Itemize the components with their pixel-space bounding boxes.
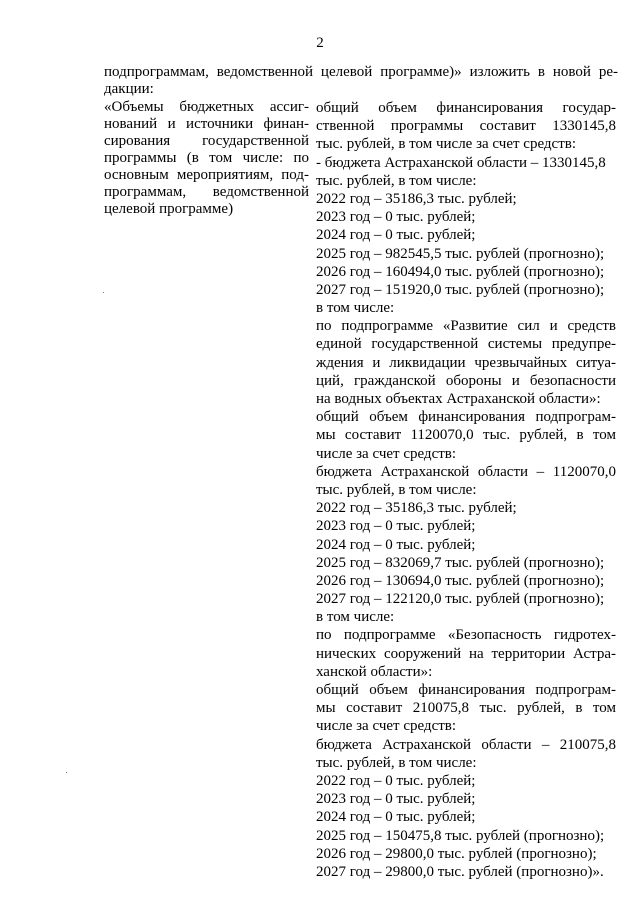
left-line: целевой программе) — [104, 201, 234, 217]
right-line: 2025 год – 982545,5 тыс. рублей (прогнозно); — [316, 245, 605, 262]
left-line: «Объемы бюджетных ассиг- — [104, 99, 309, 115]
right-line: 2024 год – 0 тыс. рублей; — [316, 809, 476, 826]
left-line: нований и источники финан- — [104, 116, 309, 132]
right-line: в том числе: — [316, 300, 395, 317]
right-line: 2027 год – 29800,0 тыс. рублей (прогнозно)». — [316, 863, 604, 880]
right-line: 2026 год – 130694,0 тыс. рублей (прогнозно); — [316, 572, 605, 589]
left-line: сирования государственной — [104, 133, 309, 149]
right-line: бюджета Астраханской области – 210075,8 — [316, 736, 616, 753]
right-line: числе за счет средств: — [316, 445, 457, 462]
right-line: 2024 год – 0 тыс. рублей; — [316, 227, 476, 244]
right-line: 2022 год – 0 тыс. рублей; — [316, 772, 476, 789]
right-line: - бюджета Астраханской области – 1330145,8 — [316, 154, 606, 171]
right-line: ханской области»: — [316, 663, 433, 680]
scan-speck — [66, 772, 67, 773]
right-line: числе за счет средств: — [316, 718, 457, 735]
right-line: 2027 год – 151920,0 тыс. рублей (прогнозно); — [316, 281, 605, 298]
right-line: тыс. рублей, в том числе: — [316, 481, 477, 498]
right-line: 2026 год – 160494,0 тыс. рублей (прогнозно); — [316, 263, 605, 280]
right-line: общий объем финансирования подпрограм- — [316, 409, 616, 426]
right-line: тыс. рублей, в том числе: — [316, 754, 477, 771]
left-line: программы (в том числе: по — [104, 150, 309, 166]
right-line: по подпрограмме «Безопасность гидротех- — [316, 627, 616, 644]
right-line: нических сооружений на территории Астра- — [316, 645, 616, 662]
right-line: общий объем финансирования подпрограм- — [316, 682, 616, 698]
right-line: тыс. рублей, в том числе за счет средств: — [316, 136, 577, 153]
right-line: 2022 год – 35186,3 тыс. рублей; — [316, 500, 517, 517]
right-line: единой государственной системы предупре- — [316, 336, 616, 353]
right-line: в том числе: — [316, 609, 395, 626]
right-line: 2025 год – 832069,7 тыс. рублей (прогнозно); — [316, 554, 605, 571]
left-line: основным мероприятиям, под- — [104, 167, 309, 183]
intro-line: дакции: — [104, 81, 154, 97]
right-line: тыс. рублей, в том числе: — [316, 172, 477, 189]
intro-paragraph — [104, 64, 618, 98]
right-line: общий объем финансирования государ- — [316, 100, 616, 116]
right-line: ственной программы составит 1330145,8 — [316, 118, 616, 135]
right-line: 2023 год – 0 тыс. рублей; — [316, 791, 476, 808]
right-line: по подпрограмме «Развитие сил и средств — [316, 318, 616, 335]
right-line: 2022 год – 35186,3 тыс. рублей; — [316, 190, 517, 207]
right-line: на водных объектах Астраханской области»: — [316, 391, 601, 407]
right-line: 2024 год – 0 тыс. рублей; — [316, 536, 476, 553]
table-left-cell-heading — [104, 99, 309, 218]
page-number: 2 — [316, 35, 324, 51]
right-line: 2023 год – 0 тыс. рублей; — [316, 209, 476, 226]
right-line: бюджета Астраханской области – 1120070,0 — [316, 463, 616, 480]
scan-speck — [103, 292, 104, 293]
right-line: 2023 год – 0 тыс. рублей; — [316, 518, 476, 535]
right-line: ждения и ликвидации чрезвычайных ситуа- — [316, 354, 616, 371]
right-line: мы составит 1120070,0 тыс. рублей, в том — [316, 427, 616, 444]
intro-line: подпрограммам, ведомственной целевой программе)» изложить в новой ре- — [104, 64, 618, 80]
right-line: ций, гражданской обороны и безопасности — [316, 372, 616, 389]
right-line: 2027 год – 122120,0 тыс. рублей (прогнозно); — [316, 591, 605, 608]
table-right-cell-financing — [316, 99, 616, 881]
right-line: мы составит 210075,8 тыс. рублей, в том — [316, 700, 616, 717]
right-line: 2026 год – 29800,0 тыс. рублей (прогнозно); — [316, 845, 597, 862]
right-line: 2025 год – 150475,8 тыс. рублей (прогнозно); — [316, 827, 605, 844]
left-line: программам, ведомственной — [104, 184, 309, 200]
